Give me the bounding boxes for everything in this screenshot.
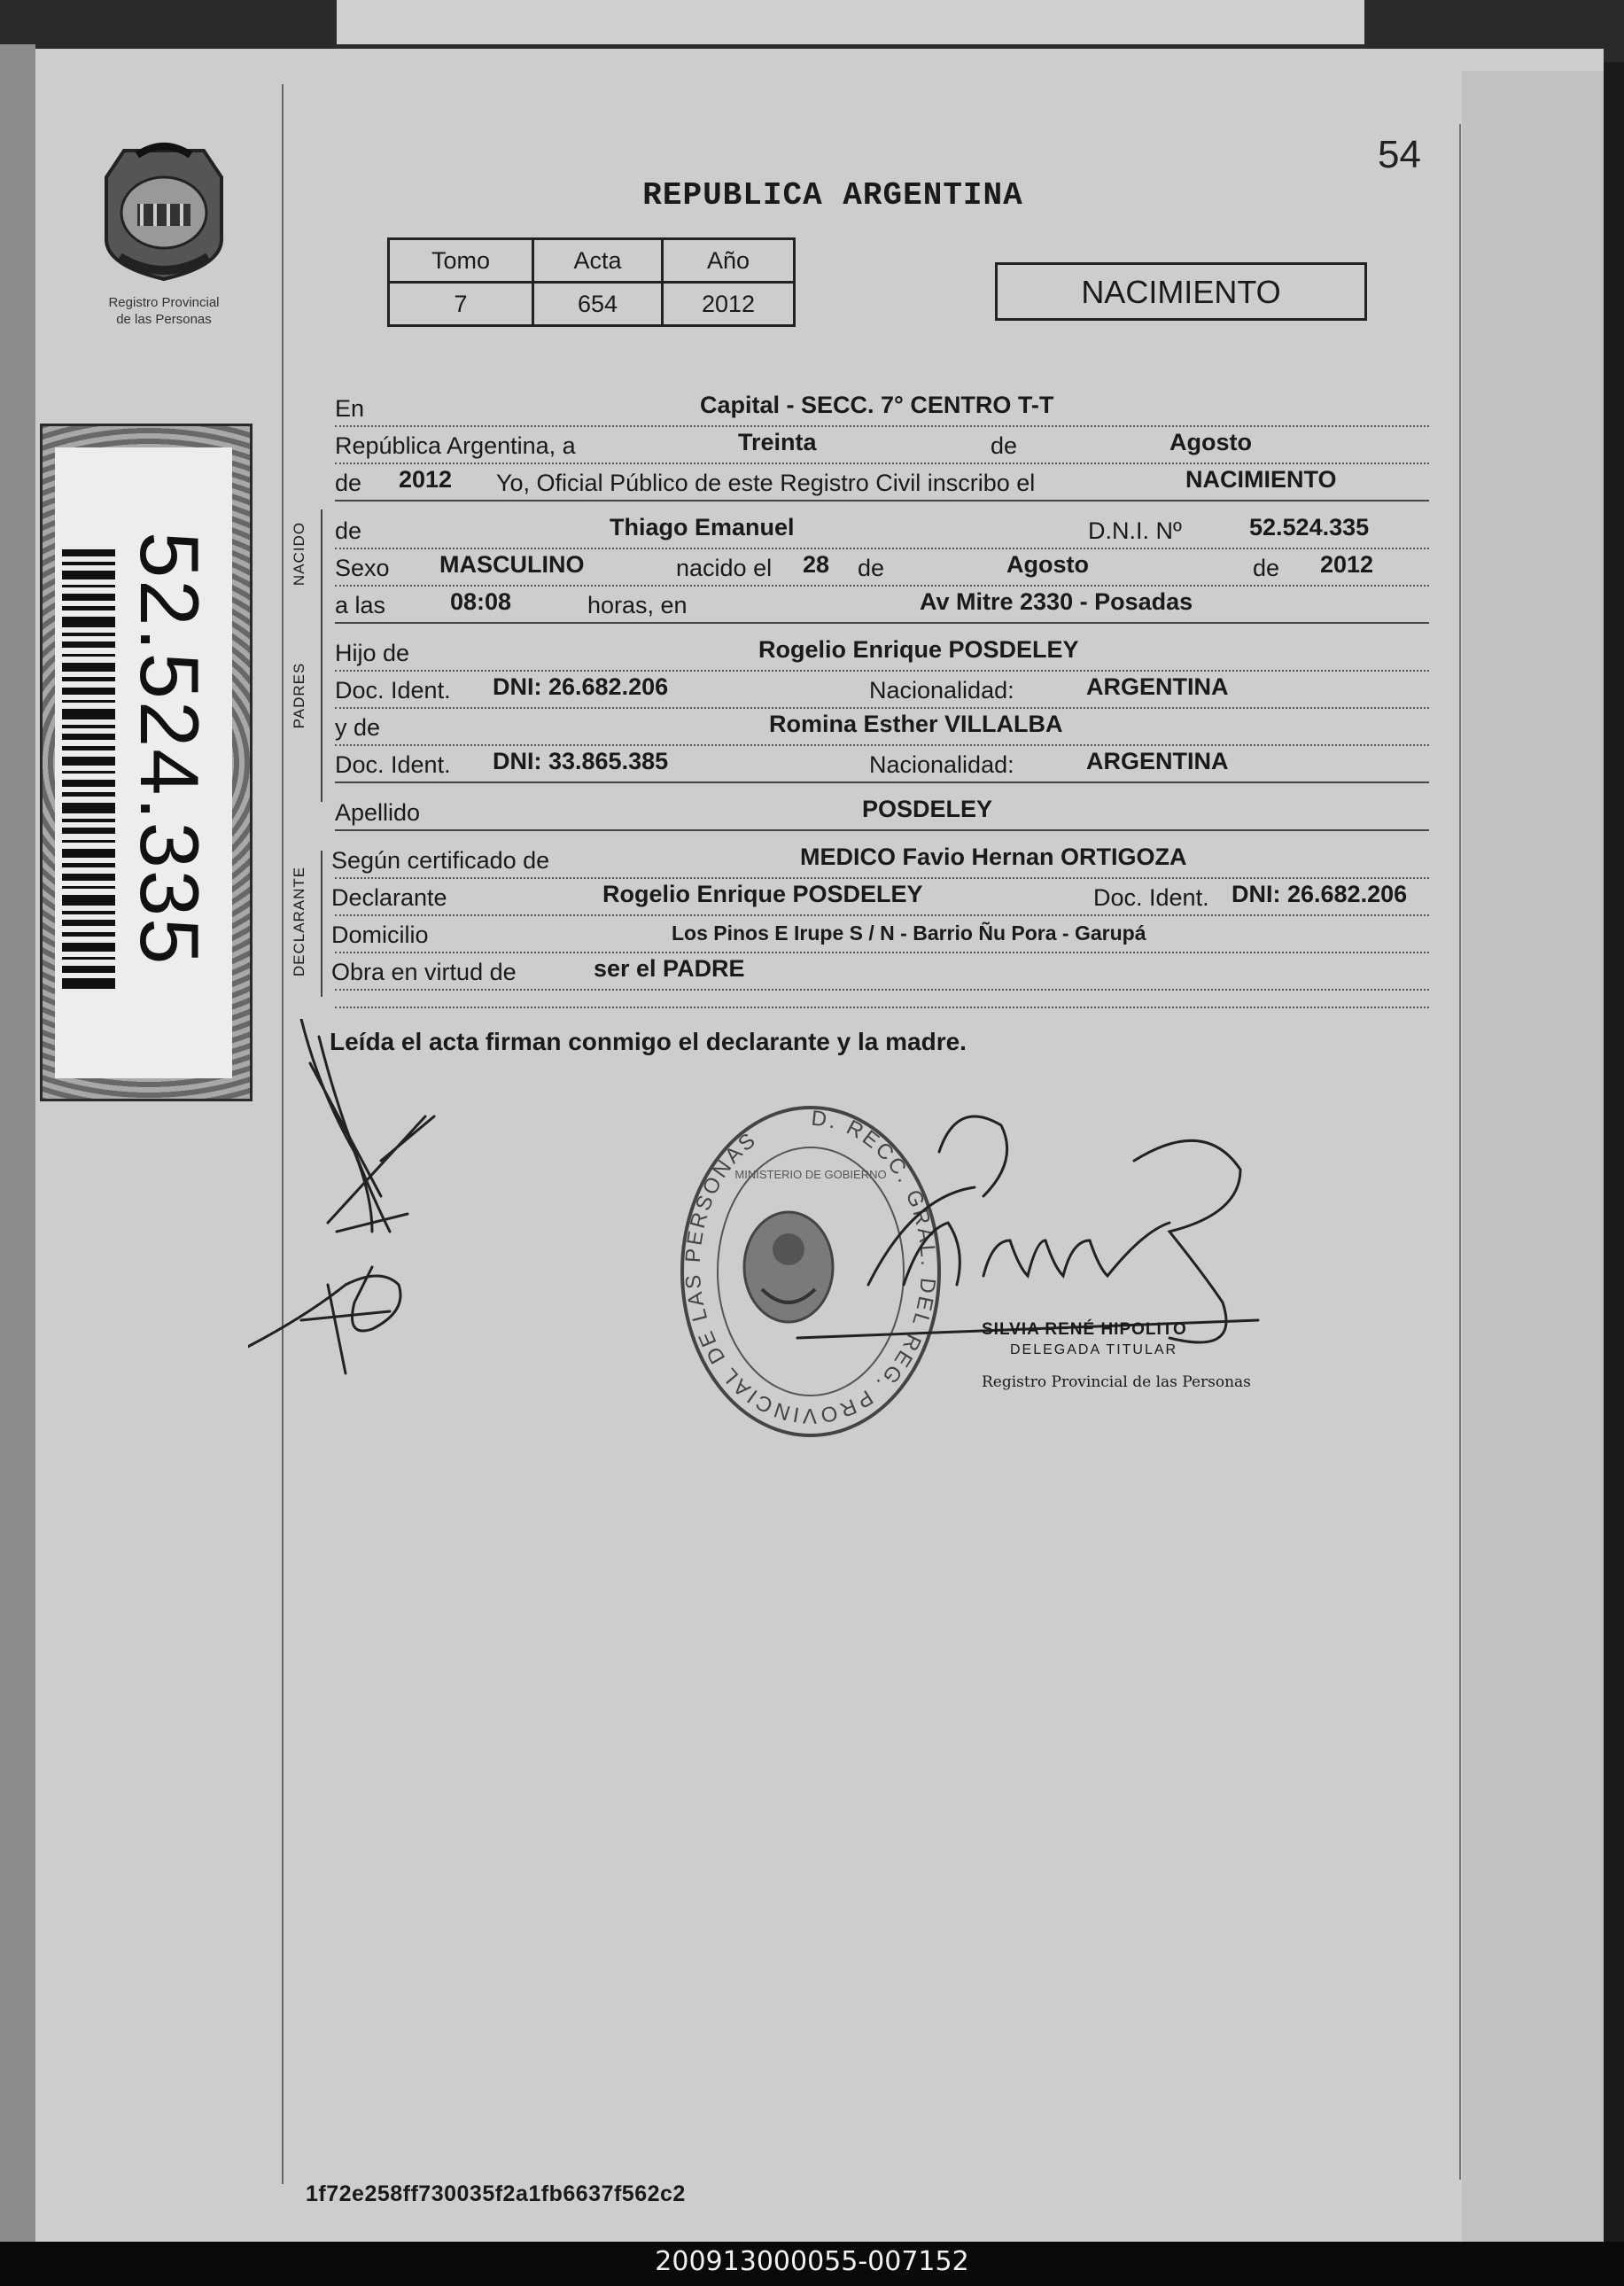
value-sexo: MASCULINO [439,551,585,578]
document-title: REPUBLICA ARGENTINA [642,177,1023,214]
label-horas-en: horas, en [587,592,688,618]
section-bracket-nacido [321,509,322,642]
value-certificado: MEDICO Favio Hernan ORTIGOZA [800,844,1187,870]
row-father-doc [335,672,1429,709]
row-name [335,512,1429,549]
label-apellido: Apellido [335,799,421,826]
row-apellido [335,794,1429,831]
label-republica: República Argentina, a [335,432,576,459]
header-ano: Año [663,239,795,283]
label-nacido-el: nacido el [676,555,773,581]
value-year: 2012 [399,466,453,493]
section-bracket-declarante [321,851,322,997]
header-tomo: Tomo [389,239,533,283]
handwritten-signatures-icon [248,1019,1400,1480]
value-mother-nat: ARGENTINA [1086,748,1229,774]
label-doc-ident: Doc. Ident. [335,677,451,704]
value-mother-doc: DNI: 33.865.385 [493,748,669,774]
value-father-nat: ARGENTINA [1086,673,1229,700]
signature-office: Registro Provincial de las Personas [982,1373,1251,1391]
barcode-number [58,532,235,1010]
row-hijo-de [335,634,1429,672]
value-dni: 52.524.335 [1249,514,1370,540]
inscribo-text: Yo, Oficial Público de este Registro Civil inscribo el [496,470,1036,496]
page-number: 54 [1378,133,1421,176]
row-declarante [331,879,1429,916]
row-year [335,464,1429,502]
label-de4: de [858,555,885,581]
label-nacionalidad2: Nacionalidad: [869,751,1014,778]
row-mother-doc [335,746,1429,783]
label-de2: de [335,470,362,496]
seal-outer-text: D. RECC. GRAL. DEL REG. PROVINCIAL DE LAS PERSONAS [680,1106,940,1428]
scan-top-paper [337,0,1364,44]
page-right-edge [1462,71,1604,2242]
provincial-coat-of-arms-icon [89,133,239,284]
label-nacionalidad: Nacionalidad: [869,677,1014,704]
value-obra: ser el PADRE [594,955,745,982]
register-table-header-row [389,239,795,283]
row-domicilio [331,916,1429,953]
logo-caption-line1: Registro Provincial [108,295,220,310]
seal-inner-text: MINISTERIO DE GOBIERNO [734,1168,887,1181]
value-hour: 08:08 [450,588,512,615]
value-birth-year: 2012 [1320,551,1374,578]
book-left-leaf [0,44,35,2242]
value-birth-month: Agosto [1006,551,1089,578]
section-label-declarante: DECLARANTE [291,866,307,977]
row-sexo [335,549,1429,587]
row-republica [335,427,1429,464]
value-inscribo: NACIMIENTO [1185,466,1337,493]
signature-name: SILVIA RENÉ HIPOLITO [982,1320,1187,1339]
register-table [387,237,796,327]
label-de5: de [1253,555,1280,581]
label-declarante: Declarante [331,884,447,911]
logo-caption [71,294,257,328]
label-hijo-de: Hijo de [335,640,410,666]
document-hash: 1f72e258ff730035f2a1fb6637f562c2 [306,2181,686,2206]
header-acta: Acta [533,239,663,283]
label-doc-ident3: Doc. Ident. [1093,884,1209,911]
label-dni: D.N.I. Nº [1088,517,1182,544]
label-y-de: y de [335,714,381,741]
value-tomo: 7 [389,283,533,326]
label-en: En [335,395,365,422]
label-domicilio: Domicilio [331,921,429,948]
value-place: Av Mitre 2330 - Posadas [920,588,1193,615]
register-table-value-row [389,283,795,326]
value-acta: 654 [533,283,663,326]
section-label-padres: PADRES [291,662,307,729]
section-bracket-padres [321,642,322,802]
row-en [335,390,1429,427]
value-domicilio: Los Pinos E Irupe S / N - Barrio Ñu Pora - Garupá [672,921,1146,945]
value-day: Treinta [738,429,817,455]
label-a-las: a las [335,592,386,618]
act-type-box: NACIMIENTO [995,262,1367,321]
value-declarante-doc: DNI: 26.682.206 [1232,881,1408,907]
value-apellido: POSDELEY [862,796,993,822]
barcode-number-text: 52.524.335 [123,532,216,967]
closing-text: Leída el acta firman conmigo el declarante y la madre. [330,1028,967,1055]
label-sexo: Sexo [335,555,390,581]
signature-role: DELEGADA TITULAR [1010,1342,1178,1357]
scan-id: 200913000055-007152 [655,2246,969,2277]
right-margin-line [1459,124,1461,2180]
value-birth-day: 28 [803,551,830,578]
row-certificado [331,842,1429,879]
value-declarante: Rogelio Enrique POSDELEY [602,881,923,907]
label-obra: Obra en virtud de [331,959,517,985]
value-mother: Romina Esther VILLALBA [769,711,1063,737]
value-ano: 2012 [663,283,795,326]
logo-caption-line2: de las Personas [116,312,212,327]
value-name: Thiago Emanuel [610,514,795,540]
row-blank [335,973,1429,1008]
value-father-doc: DNI: 26.682.206 [493,673,669,700]
label-de: de [991,432,1018,459]
label-certificado: Según certificado de [331,847,550,874]
row-hora [335,587,1429,624]
section-label-nacido: NACIDO [291,521,307,587]
value-en: Capital - SECC. 7° CENTRO T-T [700,392,1054,418]
label-de3: de [335,517,362,544]
value-month: Agosto [1169,429,1252,455]
label-doc-ident2: Doc. Ident. [335,751,451,778]
value-father: Rogelio Enrique POSDELEY [758,636,1079,663]
row-y-de [335,709,1429,746]
